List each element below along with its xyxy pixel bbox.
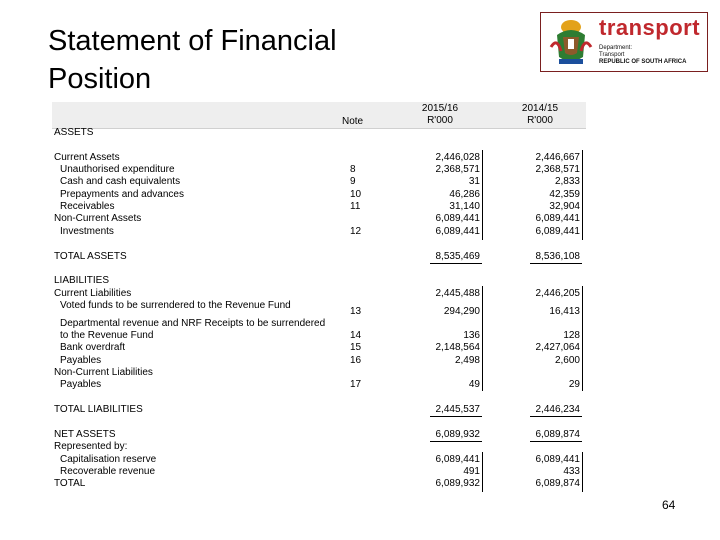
total-rule	[530, 441, 582, 442]
row-value-2014: 2,833	[554, 176, 580, 187]
logo-line-2: Transport	[599, 52, 625, 58]
row-label: to the Revenue Fund	[60, 330, 154, 341]
page-number: 64	[662, 498, 676, 512]
row-note: 12	[350, 226, 362, 237]
title-line-2: Position	[48, 63, 152, 95]
row-value-2015: 2,445,488	[435, 288, 480, 299]
row-value-2015: 6,089,441	[435, 226, 480, 237]
col2-year-header: 2014/15	[521, 103, 559, 114]
row-label: Current Assets	[54, 152, 120, 163]
row-value-2014: 6,089,441	[535, 454, 580, 465]
row-label: LIABILITIES	[54, 275, 110, 286]
row-value-2015: 2,368,571	[435, 164, 480, 175]
row-label: Voted funds to be surrendered to the Revenue Fund	[60, 300, 291, 311]
total-rule	[530, 263, 582, 264]
total-rule	[530, 416, 582, 417]
row-value-2014: 29	[568, 379, 580, 390]
row-label: Payables	[60, 355, 102, 366]
row-note: 14	[350, 330, 362, 341]
row-value-2014: 2,446,205	[535, 288, 580, 299]
row-value-2014: 6,089,874	[535, 478, 580, 489]
page-title	[48, 22, 337, 98]
total-rule	[430, 263, 482, 264]
row-note: 17	[350, 379, 362, 390]
row-value-2015: 49	[468, 379, 480, 390]
col2-border	[582, 452, 583, 492]
row-value-2015: 46,286	[449, 189, 480, 200]
row-note: 11	[350, 201, 361, 212]
row-value-2014: 32,904	[549, 201, 580, 212]
row-value-2014: 6,089,441	[535, 213, 580, 224]
row-label: Current Liabilities	[54, 288, 132, 299]
col2-border	[582, 150, 583, 240]
row-label: Prepayments and advances	[60, 189, 184, 200]
row-value-2015: 6,089,441	[435, 213, 480, 224]
row-label: Recoverable revenue	[60, 466, 156, 477]
row-value-2015: 31,140	[449, 201, 480, 212]
row-note: 16	[350, 355, 362, 366]
logo-line-3: REPUBLIC OF SOUTH AFRICA	[599, 59, 687, 65]
col2-unit-header: R'000	[527, 115, 553, 126]
row-label: TOTAL LIABILITIES	[54, 404, 143, 415]
row-label: NET ASSETS	[54, 429, 116, 440]
row-value-2014: 6,089,874	[535, 429, 580, 440]
row-value-2015: 294,290	[443, 306, 480, 317]
row-value-2015: 8,535,469	[435, 251, 480, 262]
table-header-bar	[52, 102, 586, 128]
row-label: Departmental revenue and NRF Receipts to be surrendered	[60, 318, 326, 329]
coat-of-arms-icon	[547, 17, 595, 67]
row-label: Cash and cash equivalents	[60, 176, 181, 187]
total-rule	[430, 441, 482, 442]
row-value-2015: 491	[463, 466, 480, 477]
row-note: 15	[350, 342, 362, 353]
row-value-2014: 433	[563, 466, 580, 477]
col1-border	[482, 286, 483, 391]
note-column-header: Note	[342, 116, 364, 127]
row-value-2015: 2,148,564	[435, 342, 480, 353]
logo-brand-text: transport	[599, 15, 701, 40]
row-value-2015: 6,089,932	[435, 429, 480, 440]
row-value-2015: 2,446,028	[435, 152, 480, 163]
row-value-2014: 2,427,064	[535, 342, 580, 353]
row-value-2015: 6,089,932	[435, 478, 480, 489]
row-label: Non-Current Liabilities	[54, 367, 153, 378]
row-note: 13	[350, 306, 362, 317]
row-value-2014: 2,368,571	[535, 164, 580, 175]
assets-heading: ASSETS	[54, 127, 94, 138]
row-value-2015: 31	[468, 176, 480, 187]
row-value-2014: 6,089,441	[535, 226, 580, 237]
row-value-2014: 2,446,667	[535, 152, 580, 163]
col2-border	[582, 286, 583, 391]
total-rule	[430, 416, 482, 417]
row-value-2014: 16,413	[549, 306, 580, 317]
col1-border	[482, 452, 483, 492]
transport-logo	[540, 12, 708, 72]
row-note: 10	[350, 189, 362, 200]
col1-year-header: 2015/16	[421, 103, 459, 114]
col1-border	[482, 150, 483, 240]
row-label: TOTAL ASSETS	[54, 251, 127, 262]
logo-line-1: Department:	[599, 45, 633, 51]
row-value-2014: 42,359	[549, 189, 580, 200]
row-label: Unauthorised expenditure	[60, 164, 175, 175]
row-label: Represented by:	[54, 441, 128, 452]
row-value-2014: 128	[563, 330, 580, 341]
row-label: Payables	[60, 379, 102, 390]
row-value-2015: 2,498	[454, 355, 480, 366]
row-label: Receivables	[60, 201, 115, 212]
row-label: TOTAL	[54, 478, 86, 489]
row-value-2015: 136	[463, 330, 480, 341]
row-value-2015: 2,445,537	[435, 404, 480, 415]
row-label: Capitalisation reserve	[60, 454, 157, 465]
row-value-2015: 6,089,441	[435, 454, 480, 465]
row-label: Non-Current Assets	[54, 213, 142, 224]
row-note: 9	[350, 176, 356, 187]
row-label: Investments	[60, 226, 114, 237]
header-divider	[52, 128, 586, 129]
row-value-2014: 2,446,234	[535, 404, 580, 415]
col1-unit-header: R'000	[427, 115, 453, 126]
row-value-2014: 2,600	[554, 355, 580, 366]
row-value-2014: 8,536,108	[535, 251, 580, 262]
title-line-1: Statement of Financial	[48, 25, 337, 57]
row-label: Bank overdraft	[60, 342, 126, 353]
row-note: 8	[350, 164, 356, 175]
